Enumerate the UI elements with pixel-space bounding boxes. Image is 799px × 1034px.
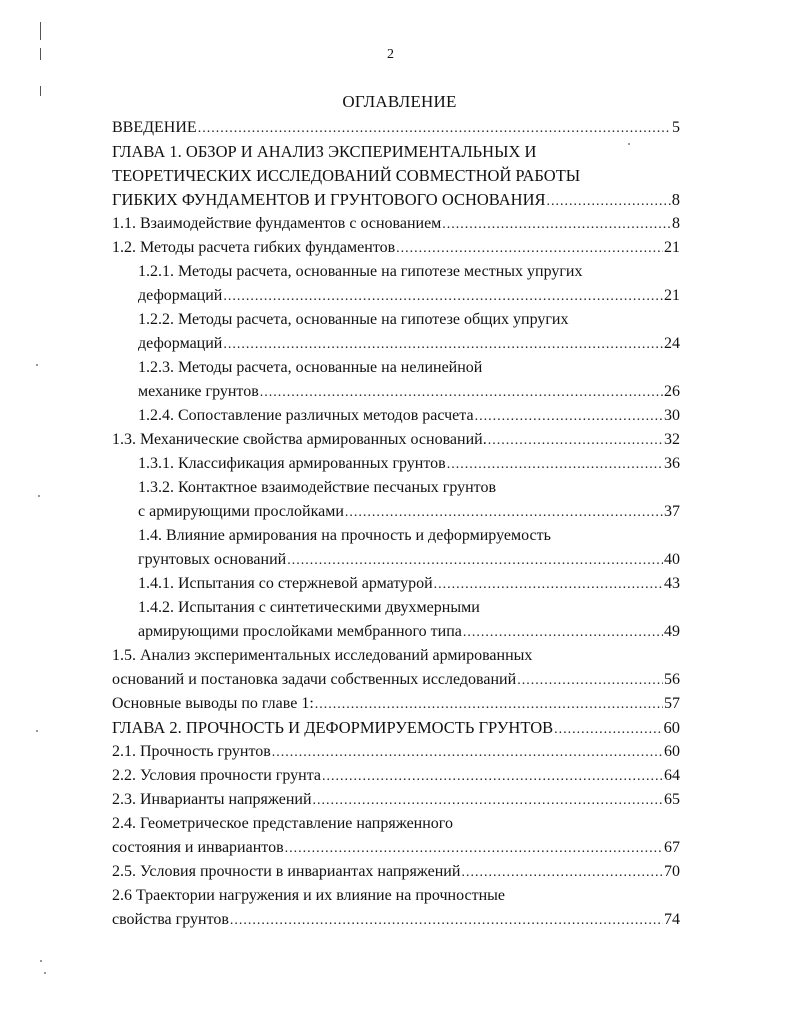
toc-page-number: 74	[664, 911, 680, 928]
toc-entry-label: механике грунтов	[138, 383, 259, 400]
toc-page-number: 5	[672, 119, 680, 136]
toc-entry[interactable]	[112, 116, 680, 141]
toc-entry-label: грунтовых оснований	[138, 551, 287, 568]
dot-leader	[287, 549, 663, 573]
dot-leader	[272, 741, 663, 765]
dot-leader	[396, 237, 663, 261]
toc-title: ОГЛАВЛЕНИЕ	[342, 92, 457, 111]
toc-entry-label: 1.2. Методы расчета гибких фундаментов	[112, 239, 396, 256]
dot-leader	[223, 333, 663, 357]
toc-page-number: 67	[664, 839, 680, 856]
toc-page-number: 30	[664, 407, 680, 424]
toc-entry[interactable]	[112, 716, 680, 742]
toc-entry[interactable]	[138, 404, 680, 429]
toc-entry-label: оснований и постановка задачи собственных исследований	[112, 671, 517, 688]
toc-entry-label: 2.5. Условия прочности в инвариантах напряжений	[112, 863, 461, 880]
toc-entry[interactable]	[112, 740, 680, 765]
toc-entry[interactable]	[112, 644, 680, 693]
dot-leader	[285, 837, 663, 861]
toc-page-number: 8	[671, 190, 680, 209]
toc-page-number: 24	[664, 335, 680, 352]
toc-entry-label: состояния и инвариантов	[112, 839, 284, 856]
toc-entry-label: 1.5. Анализ экспериментальных исследований армированных	[112, 647, 533, 664]
toc-entry[interactable]	[112, 764, 680, 789]
toc-page-number: 21	[664, 239, 680, 256]
dot-leader	[547, 190, 671, 214]
toc-entry[interactable]	[112, 428, 680, 453]
toc-entry-label: 1.3.1. Классификация армированных грунтов	[138, 455, 446, 472]
scan-speck	[36, 730, 38, 732]
dot-leader	[434, 573, 663, 597]
toc-entry[interactable]	[112, 860, 680, 885]
toc-entry[interactable]	[138, 308, 680, 357]
toc-entry[interactable]	[112, 812, 680, 861]
toc-entry[interactable]	[112, 236, 680, 261]
toc-page-number: 64	[664, 767, 680, 784]
toc-entry-label: 1.3.2. Контактное взаимодействие песчаных грунтов	[138, 479, 497, 496]
page-number: 2	[387, 47, 394, 62]
toc-entry-label: 1.4. Влияние армирования на прочность и деформируемость	[138, 527, 551, 544]
dot-leader	[442, 213, 671, 237]
scan-speck	[38, 495, 40, 497]
toc-entry[interactable]	[138, 572, 680, 597]
scan-speck	[36, 364, 38, 366]
dot-leader	[345, 501, 663, 525]
toc-entry[interactable]	[138, 476, 680, 525]
toc-page-number: 70	[664, 863, 680, 880]
toc-entry-label: 2.2. Условия прочности грунта	[112, 767, 321, 784]
toc-entry-label: армирующими прослойками мембранного типа	[138, 623, 462, 640]
scan-speck	[44, 972, 46, 974]
toc-entry-label: 2.6 Траектории нагружения и их влияние на прочностные	[112, 887, 505, 904]
toc-entry[interactable]	[138, 356, 680, 405]
toc-entry-label: 1.4.2. Испытания с синтетическими двухмерными	[138, 599, 480, 616]
toc-page-number: 21	[664, 287, 680, 304]
toc-entry[interactable]	[138, 260, 680, 309]
toc-entry-label: 1.2.2. Методы расчета, основанные на гипотезе общих упругих	[138, 311, 569, 328]
dot-leader	[461, 861, 663, 885]
dot-leader	[488, 429, 663, 453]
dot-leader	[260, 381, 663, 405]
toc-page-number: 65	[664, 791, 680, 808]
toc-entry-label: 1.2.3. Методы расчета, основанные на нелинейной	[138, 359, 483, 376]
toc-page-number: 49	[664, 623, 680, 640]
toc-page-number: 60	[663, 718, 680, 737]
dot-leader	[230, 909, 663, 933]
toc-entry-label: 1.2.1. Методы расчета, основанные на гипотезе местных упругих	[138, 263, 583, 280]
toc-entry-label: 1.1. Взаимодействие фундаментов с основанием	[112, 215, 442, 232]
dot-leader	[313, 789, 663, 813]
toc-entry-label: с армирующими прослойками	[138, 503, 344, 520]
dot-leader	[463, 621, 663, 645]
scan-margin-mark	[40, 22, 41, 40]
toc-page-number: 32	[664, 431, 680, 448]
dot-leader	[475, 405, 663, 429]
toc-entry-label: ТЕОРЕТИЧЕСКИХ ИССЛЕДОВАНИЙ СОВМЕСТНОЙ РАБОТЫ	[112, 166, 581, 185]
toc-entry[interactable]	[112, 212, 680, 237]
toc-page-number: 56	[664, 671, 680, 688]
toc-page-number: 37	[664, 503, 680, 520]
toc-page-number: 40	[664, 551, 680, 568]
toc-entry[interactable]	[112, 788, 680, 813]
toc-page-number: 60	[664, 743, 680, 760]
toc-entry-label: свойства грунтов	[112, 911, 229, 928]
toc-entry-label: деформаций	[138, 287, 223, 304]
dot-leader	[322, 765, 663, 789]
toc-entry-label: Основные выводы по главе 1:	[112, 695, 314, 712]
toc-entry-label: деформаций	[138, 335, 223, 352]
toc-entry[interactable]	[112, 692, 680, 717]
toc-entry[interactable]	[138, 524, 680, 573]
toc-entry-label: 2.3. Инварианты напряжений	[112, 791, 312, 808]
scan-margin-mark	[40, 48, 41, 60]
toc-entry[interactable]	[138, 452, 680, 477]
toc-entry-label: ВВЕДЕНИЕ	[112, 119, 197, 136]
toc-page-number: 26	[664, 383, 680, 400]
toc-entry-label: ГЛАВА 2. ПРОЧНОСТЬ И ДЕФОРМИРУЕМОСТЬ ГРУНТОВ	[112, 718, 554, 737]
toc-page-number: 36	[664, 455, 680, 472]
dot-leader	[554, 718, 662, 742]
toc-entry-label: 1.3. Механические свойства армированных оснований.	[112, 431, 487, 448]
dot-leader	[315, 693, 663, 717]
toc-entry-label: 1.2.4. Сопоставление различных методов расчета	[138, 407, 474, 424]
toc-entry-label: 2.1. Прочность грунтов	[112, 743, 271, 760]
toc-entry-label: 2.4. Геометрическое представление напряженного	[112, 815, 453, 832]
toc-page-number: 43	[664, 575, 680, 592]
toc-entry-label: 1.4.1. Испытания со стержневой арматурой	[138, 575, 433, 592]
dot-leader	[223, 285, 663, 309]
toc-page-number: 57	[664, 695, 680, 712]
scan-speck	[40, 960, 42, 962]
dot-leader	[198, 117, 671, 141]
toc-entry[interactable]	[112, 884, 680, 933]
toc-entry-label: ГИБКИХ ФУНДАМЕНТОВ И ГРУНТОВОГО ОСНОВАНИЯ	[112, 190, 546, 209]
toc-entry[interactable]	[112, 140, 680, 214]
toc-entry[interactable]	[138, 596, 680, 645]
toc-page-number: 8	[672, 215, 680, 232]
dot-leader	[447, 453, 663, 477]
dot-leader	[517, 669, 663, 693]
toc-entry-label: ГЛАВА 1. ОБЗОР И АНАЛИЗ ЭКСПЕРИМЕНТАЛЬНЫХ И	[112, 142, 537, 161]
